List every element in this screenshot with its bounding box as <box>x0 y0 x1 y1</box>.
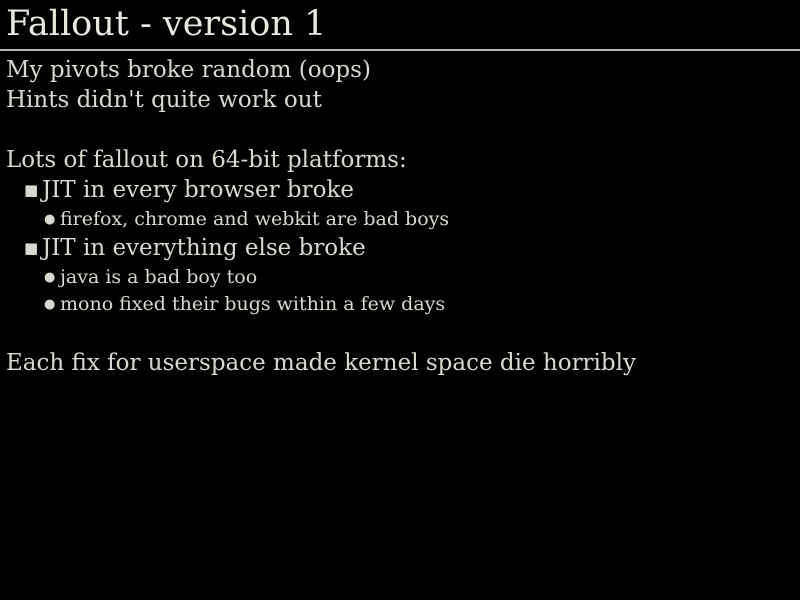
page-title: Fallout - version 1 <box>6 4 327 44</box>
list-item <box>44 291 800 318</box>
list-item-label: JIT in everything else broke <box>42 235 366 261</box>
list-item-label: JIT in every browser broke <box>42 177 355 203</box>
list-item-label: java is a bad boy too <box>60 266 258 288</box>
list-item <box>24 175 800 206</box>
vertical-spacer <box>6 318 800 348</box>
slide-line: Lots of fallout on 64-bit platforms: <box>6 147 407 173</box>
vertical-spacer <box>6 115 800 145</box>
slide-line: Hints didn't quite work out <box>6 87 322 113</box>
slide-line: Each fix for userspace made kernel space die horribly <box>6 350 636 376</box>
list-item <box>44 206 800 233</box>
round-bullet-icon: ● <box>44 297 56 312</box>
slide-title-area <box>0 0 800 46</box>
round-bullet-icon: ● <box>44 212 56 227</box>
round-bullet-icon: ● <box>44 270 56 285</box>
list-item <box>24 233 800 264</box>
list-item-label: firefox, chrome and webkit are bad boys <box>60 208 450 230</box>
square-bullet-icon: ■ <box>24 239 39 257</box>
slide-body <box>0 51 800 378</box>
list-item <box>44 264 800 291</box>
slide-line: My pivots broke random (oops) <box>6 57 371 83</box>
list-item-label: mono fixed their bugs within a few days <box>60 293 446 315</box>
square-bullet-icon: ■ <box>24 181 39 199</box>
